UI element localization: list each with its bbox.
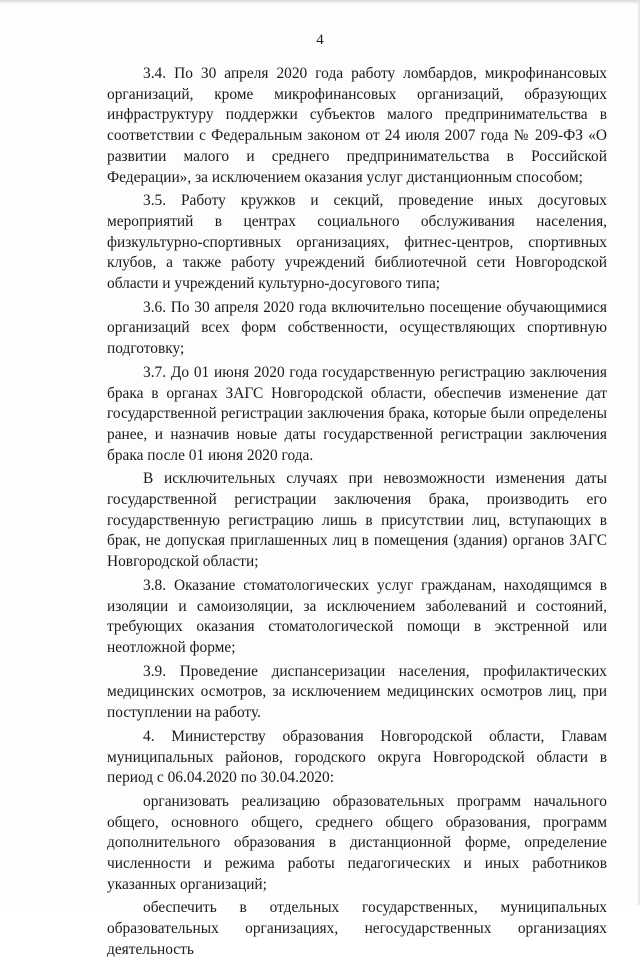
paragraph-4-ensure: обеспечить в отдельных государственных, муниципальных образовательных организациях, негосударственных организациях деятельность — [107, 899, 607, 958]
scan-edge-top — [0, 0, 640, 4]
paragraph-3-9: 3.9. Проведение диспансеризации населения, профилактических медицинских осмотров, за исключением медицинских осмотров лиц, при поступлении на работу. — [107, 662, 607, 722]
document-body — [107, 64, 607, 961]
page-number: 4 — [316, 32, 324, 48]
paragraph-4: 4. Министерству образования Новгородской области, Главам муниципальных районов, городского округа Новгородской области в период с 06.04.2020 по 30.04.2020: — [107, 727, 607, 787]
paragraph-3-4: 3.4. По 30 апреля 2020 года работу ломбардов, микрофинансовых организаций, кроме микрофинансовых организаций, образующих инфраструктуру поддержки субъектов малого предпринимательства в соответствии с Федеральным законом от 24 июля 2007 года № 209-ФЗ «О развитии малого и среднего предпринимательства в Российской Федерации», за исключением оказания услуг дистанционным способом; — [107, 65, 607, 186]
paragraph-3-7-exception: В исключительных случаях при невозможности изменения даты государственной регистрации заключения брака, производить его государственную регистрацию лишь в присутствии лиц, вступающих в брак, не допуская приглашенных лиц в помещения (здания) органов ЗАГС Новгородской области; — [107, 470, 607, 571]
paragraph-3-6: 3.6. По 30 апреля 2020 года включительно посещение обучающимися организаций всех форм собственности, осуществляющих спортивную подготовку; — [107, 298, 607, 358]
paragraph-3-8: 3.8. Оказание стоматологических услуг гражданам, находящимся в изоляции и самоизоляции, за исключением заболеваний и состояний, требующих оказания стоматологической помощи в экстренной или неотложной форме; — [107, 576, 607, 656]
paragraph-3-7: 3.7. До 01 июня 2020 года государственную регистрацию заключения брака в органах ЗАГС Новгородской области, обеспечив изменение дат государственной регистрации заключения брака, которые были определены ранее, и назначив новые даты государственной регистрации заключения брака после 01 июня 2020 года. — [107, 363, 607, 464]
paragraph-4-organize: организовать реализацию образовательных программ начального общего, основного общего, среднего общего образования, программ дополнительного образования в дистанционной форме, определение численности и режима работы педагогических и иных работников указанных организаций; — [107, 792, 607, 893]
paragraph-3-5: 3.5. Работу кружков и секций, проведение иных досуговых мероприятий в центрах социального обслуживания населения, физкультурно-спортивных организациях, фитнес-центров, спортивных клубов, а также работу учреждений библиотечной сети Новгородской области и учреждений культурно-досугового типа; — [107, 192, 607, 293]
